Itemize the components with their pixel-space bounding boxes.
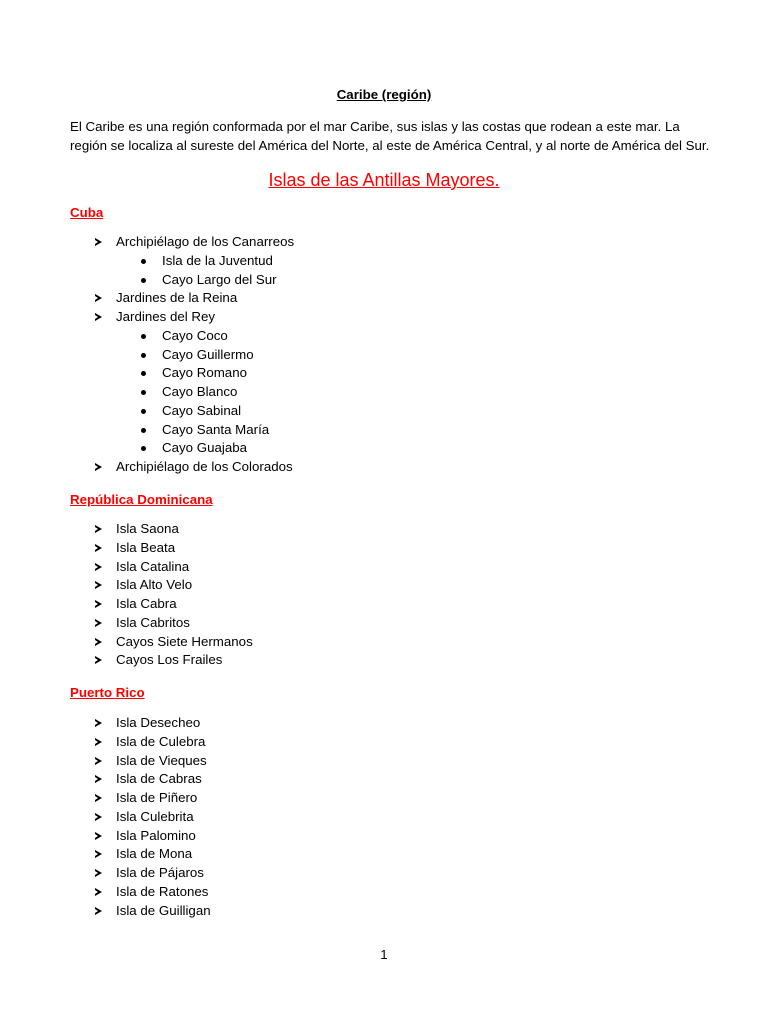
sub-list-item bbox=[0, 252, 294, 271]
sub-list-item bbox=[0, 439, 294, 458]
arrow-bullet-icon bbox=[92, 651, 104, 670]
list-item bbox=[0, 576, 253, 595]
list-item-label: Isla de Guilligan bbox=[116, 902, 211, 918]
bullet-dot-icon bbox=[137, 252, 149, 271]
list-item-label: Isla Catalina bbox=[116, 558, 190, 574]
list-item-label: Cayo Romano bbox=[162, 365, 247, 381]
island-list-republica-dominicana bbox=[0, 520, 253, 670]
arrow-bullet-icon bbox=[92, 733, 104, 752]
list-item bbox=[0, 458, 294, 477]
arrow-bullet-icon bbox=[92, 714, 104, 733]
list-item-label: Cayo Guillermo bbox=[162, 346, 254, 362]
list-item-label: Cayo Santa María bbox=[162, 421, 270, 437]
list-item bbox=[0, 789, 211, 808]
list-item bbox=[0, 714, 211, 733]
list-item-label: Isla Saona bbox=[116, 521, 179, 536]
arrow-bullet-icon bbox=[92, 883, 104, 902]
country-heading-puerto-rico: Puerto Rico bbox=[70, 685, 145, 700]
arrow-bullet-icon bbox=[92, 308, 104, 327]
list-item bbox=[0, 808, 211, 827]
bullet-dot-icon bbox=[137, 271, 149, 290]
list-item-label: Isla Desecheo bbox=[116, 715, 201, 730]
arrow-bullet-icon bbox=[92, 539, 104, 558]
page-number: 1 bbox=[380, 947, 388, 962]
sub-list-item bbox=[0, 383, 294, 402]
arrow-bullet-icon bbox=[92, 827, 104, 846]
list-item bbox=[0, 845, 211, 864]
list-item-label: Isla de Pájaros bbox=[116, 865, 204, 880]
list-item bbox=[0, 733, 211, 752]
arrow-bullet-icon bbox=[92, 233, 104, 252]
bullet-dot-icon bbox=[137, 421, 149, 440]
list-item-label: Isla de Mona bbox=[116, 846, 193, 862]
arrow-bullet-icon bbox=[92, 902, 104, 921]
list-item-label: Isla de Cabras bbox=[116, 771, 202, 787]
arrow-bullet-icon bbox=[92, 595, 104, 614]
list-item-label: Cayo Coco bbox=[162, 327, 228, 343]
list-item-label: Isla Alto Velo bbox=[116, 577, 193, 593]
list-item bbox=[0, 233, 294, 252]
island-list-cuba bbox=[0, 233, 294, 477]
bullet-dot-icon bbox=[137, 327, 149, 346]
bullet-dot-icon bbox=[137, 346, 149, 365]
list-item-label: Isla de la Juventud bbox=[162, 252, 273, 268]
sub-list-item bbox=[0, 402, 294, 421]
list-item-label: Isla de Piñero bbox=[116, 790, 198, 805]
list-item-label: Isla de Ratones bbox=[116, 883, 209, 899]
list-item-label: Cayo Guajaba bbox=[162, 440, 248, 456]
sub-list-item bbox=[0, 421, 294, 440]
arrow-bullet-icon bbox=[92, 845, 104, 864]
arrow-bullet-icon bbox=[92, 558, 104, 577]
bullet-dot-icon bbox=[137, 383, 149, 402]
list-item bbox=[0, 752, 211, 771]
list-item-label: Jardines del Rey bbox=[116, 309, 216, 324]
list-item-label: Isla de Culebra bbox=[116, 733, 206, 749]
arrow-bullet-icon bbox=[92, 520, 104, 539]
list-item bbox=[0, 308, 294, 327]
list-item-label: Isla Cabra bbox=[116, 596, 177, 611]
sub-list-item bbox=[0, 327, 294, 346]
section-heading: Islas de las Antillas Mayores. bbox=[268, 170, 500, 190]
arrow-bullet-icon bbox=[92, 458, 104, 477]
sub-list-item bbox=[0, 364, 294, 383]
arrow-bullet-icon bbox=[92, 789, 104, 808]
arrow-bullet-icon bbox=[92, 770, 104, 789]
list-item bbox=[0, 902, 211, 921]
arrow-bullet-icon bbox=[92, 633, 104, 652]
list-item-label: Isla Palomino bbox=[116, 827, 196, 843]
list-item bbox=[0, 289, 294, 308]
list-item bbox=[0, 539, 253, 558]
list-item-label: Isla de Vieques bbox=[116, 752, 207, 768]
list-item bbox=[0, 633, 253, 652]
sub-list-item bbox=[0, 346, 294, 365]
arrow-bullet-icon bbox=[92, 752, 104, 771]
list-item-label: Jardines de la Reina bbox=[116, 290, 238, 306]
bullet-dot-icon bbox=[137, 402, 149, 421]
arrow-bullet-icon bbox=[92, 808, 104, 827]
list-item-label: Isla Beata bbox=[116, 539, 176, 555]
island-list-puerto-rico bbox=[0, 714, 211, 920]
list-item-label: Cayo Blanco bbox=[162, 384, 238, 399]
list-item-label: Archipiélago de los Colorados bbox=[116, 459, 293, 474]
list-item bbox=[0, 770, 211, 789]
list-item bbox=[0, 883, 211, 902]
list-item-label: Isla Culebrita bbox=[116, 808, 194, 824]
list-item-label: Archipiélago de los Canarreos bbox=[116, 234, 295, 249]
list-item-label: Isla Cabritos bbox=[116, 614, 190, 630]
list-item bbox=[0, 558, 253, 577]
list-item bbox=[0, 827, 211, 846]
arrow-bullet-icon bbox=[92, 576, 104, 595]
list-item bbox=[0, 651, 253, 670]
bullet-dot-icon bbox=[137, 439, 149, 458]
page-title: Caribe (región) bbox=[336, 87, 432, 102]
arrow-bullet-icon bbox=[92, 289, 104, 308]
list-item bbox=[0, 614, 253, 633]
intro-paragraph: El Caribe es una región conformada por el mar Caribe, sus islas y las costas que rodean a este mar. La región se localiza al sureste del América del Norte, al este de América Central, y al norte de América del Sur. bbox=[70, 119, 710, 153]
list-item bbox=[0, 864, 211, 883]
bullet-dot-icon bbox=[137, 364, 149, 383]
list-item-label: Cayo Largo del Sur bbox=[162, 271, 277, 287]
list-item-label: Cayos Siete Hermanos bbox=[116, 633, 253, 649]
arrow-bullet-icon bbox=[92, 864, 104, 883]
country-heading-republica-dominicana: República Dominicana bbox=[70, 492, 213, 507]
arrow-bullet-icon bbox=[92, 614, 104, 633]
list-item bbox=[0, 520, 253, 539]
country-heading-cuba: Cuba bbox=[70, 205, 104, 220]
list-item bbox=[0, 595, 253, 614]
list-item-label: Cayo Sabinal bbox=[162, 402, 242, 418]
list-item-label: Cayos Los Frailes bbox=[116, 652, 223, 668]
sub-list-item bbox=[0, 271, 294, 290]
